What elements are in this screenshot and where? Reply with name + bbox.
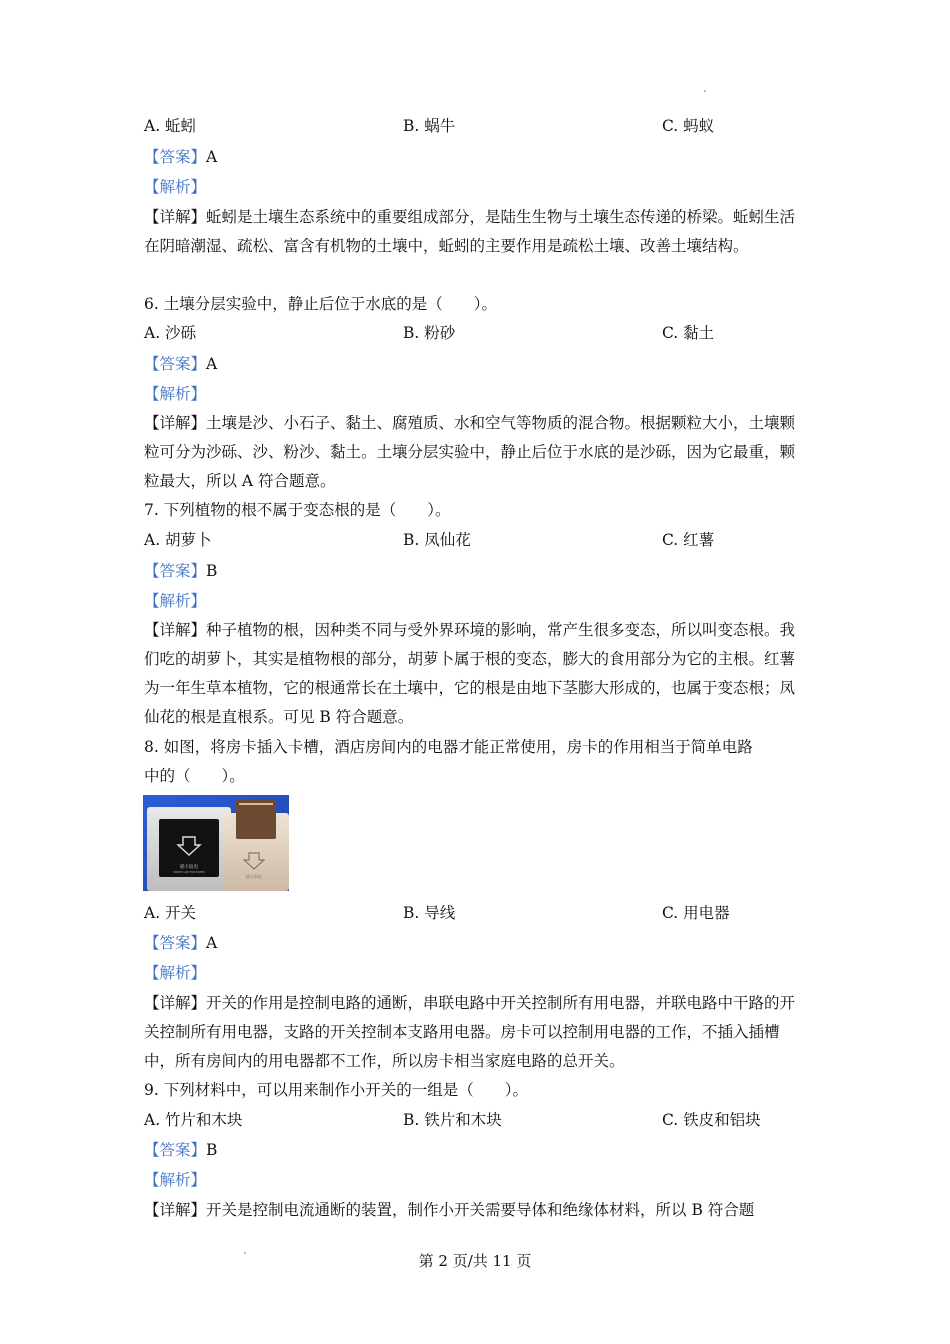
q6-detail <box>144 409 808 496</box>
detail-text: 种子植物的根，因种类不同与受外界环境的影响，常产生很多变态，所以叫变态根。我们吃的胡萝卜，其实是植物根的部分，胡萝卜属于根的变态，膨大的食用部分为它的主根。红薯为一年生草本植物，它的根通常长在土壤中，它的根是由地下茎膨大形成的，也属于变态根；凤仙花的根是直根系。可见 B 符合题意。 <box>144 621 796 726</box>
q7-analysis-tag: 【解析】 <box>144 592 207 610</box>
detail-text: 开关是控制电流通断的装置，制作小开关需要导体和绝缘体材料，所以 B 符合题 <box>206 1201 755 1219</box>
q5-analysis-tag: 【解析】 <box>144 178 207 196</box>
detail-tag: 【详解】 <box>144 414 207 432</box>
q9-analysis-tag: 【解析】 <box>144 1171 207 1189</box>
card-slot-label-2: 插卡取电 <box>246 874 262 879</box>
q7-option-a: A. 胡萝卜 <box>144 531 212 549</box>
q7-detail <box>144 616 808 732</box>
detail-text: 开关的作用是控制电路的通断，串联电路中开关控制所有用电器，并联电路中干路的开关控制所有用电器，支路的开关控制本支路用电器。房卡可以控制用电器的工作，不插入插槽中，所有房间内的用电器都不工作，所以房卡相当家庭电路的总开关。 <box>144 994 796 1070</box>
q8-answer-line <box>144 933 217 953</box>
q7-option-b: B. 凤仙花 <box>403 531 471 549</box>
answer-tag: 【答案】 <box>144 355 207 373</box>
hotel-card-slot-photo <box>143 795 289 891</box>
q6-stem: 6. 土壤分层实验中，静止后位于水底的是（ ）。 <box>144 295 497 313</box>
answer-value: A <box>206 355 218 373</box>
q5-detail <box>144 203 808 261</box>
q8-option-c: C. 用电器 <box>662 904 730 922</box>
q5-option-a: A. 蚯蚓 <box>144 117 197 135</box>
answer-tag: 【答案】 <box>144 562 207 580</box>
q9-option-b: B. 铁片和木块 <box>403 1111 502 1129</box>
detail-text: 土壤是沙、小石子、黏土、腐殖质、水和空气等物质的混合物。根据颗粒大小，土壤颗粒可分为沙砾、沙、粉沙、黏土。土壤分层实验中，静止后位于水底的是沙砾，因为它最重，颗粒最大，所以 A 符合题意。 <box>144 414 796 490</box>
answer-tag: 【答案】 <box>144 1141 207 1159</box>
q8-stem-line2: 中的（ ）。 <box>144 767 245 785</box>
q9-stem: 9. 下列材料中，可以用来制作小开关的一组是（ ）。 <box>144 1081 528 1099</box>
scan-speck <box>704 90 706 92</box>
detail-tag: 【详解】 <box>144 994 207 1012</box>
q9-option-c: C. 铁皮和铝块 <box>662 1111 761 1129</box>
q8-detail <box>144 989 808 1076</box>
q7-option-c: C. 红薯 <box>662 531 715 549</box>
answer-value: B <box>206 1141 218 1159</box>
card-slot-label: 插卡取电 <box>180 865 198 870</box>
q5-option-b: B. 蜗牛 <box>403 117 456 135</box>
q7-stem: 7. 下列植物的根不属于变态根的是（ ）。 <box>144 501 451 519</box>
q8-option-b: B. 导线 <box>403 904 456 922</box>
q9-answer-line <box>144 1140 217 1160</box>
q6-analysis-tag: 【解析】 <box>144 385 207 403</box>
answer-tag: 【答案】 <box>144 934 207 952</box>
detail-text: 蚯蚓是土壤生态系统中的重要组成部分，是陆生生物与土壤生态传递的桥梁。蚯蚓生活在阴暗潮湿、疏松、富含有机物的土壤中，蚯蚓的主要作用是疏松土壤、改善土壤结构。 <box>144 208 796 255</box>
detail-tag: 【详解】 <box>144 1201 207 1219</box>
q5-answer-line <box>144 147 217 167</box>
q9-option-a: A. 竹片和木块 <box>144 1111 243 1129</box>
answer-tag: 【答案】 <box>144 148 207 166</box>
detail-tag: 【详解】 <box>144 208 207 226</box>
q7-answer-line <box>144 561 217 581</box>
q6-option-b: B. 粉砂 <box>403 324 456 342</box>
q5-option-c: C. 蚂蚁 <box>662 117 715 135</box>
answer-value: A <box>206 148 218 166</box>
q9-detail <box>144 1196 808 1225</box>
answer-value: A <box>206 934 218 952</box>
q8-analysis-tag: 【解析】 <box>144 964 207 982</box>
q8-option-a: A. 开关 <box>144 904 197 922</box>
page-footer: 第 2 页/共 11 页 <box>418 1252 532 1270</box>
q6-option-a: A. 沙砾 <box>144 324 197 342</box>
q8-stem-line1: 8. 如图，将房卡插入卡槽，酒店房间内的电器才能正常使用，房卡的作用相当于简单电路 <box>144 738 753 756</box>
card-slot-sublabel: INSERT CARD FOR POWER <box>173 871 205 874</box>
q6-answer-line <box>144 354 217 374</box>
q6-option-c: C. 黏土 <box>662 324 715 342</box>
detail-tag: 【详解】 <box>144 621 207 639</box>
answer-value: B <box>206 562 218 580</box>
